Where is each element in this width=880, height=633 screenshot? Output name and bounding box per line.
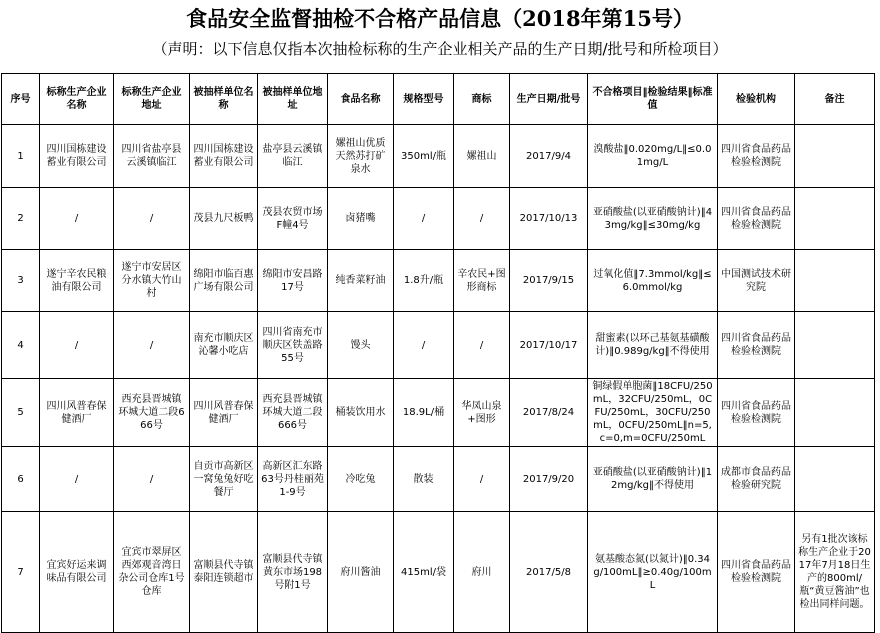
- table-cell: 氨基酸态氮(以氮计)‖0.34g/100mL‖≥0.40g/100mL: [588, 512, 718, 633]
- table-cell: 18.9L/桶: [394, 379, 454, 447]
- table-cell: 四川风普春保健酒厂: [40, 379, 114, 447]
- table-cell: 6: [2, 447, 40, 512]
- header-cell: 被抽样单位地址: [258, 74, 328, 125]
- table-cell: /: [394, 312, 454, 379]
- header-cell: 规格型号: [394, 74, 454, 125]
- table-cell: 盐亭县云溪镇临江: [258, 125, 328, 188]
- table-cell: /: [40, 188, 114, 250]
- table-cell: 3: [2, 250, 40, 312]
- table-cell: /: [394, 188, 454, 250]
- table-cell: 1.8升/瓶: [394, 250, 454, 312]
- table-cell: /: [114, 188, 190, 250]
- table-cell: 嫘祖山优质天然苏打矿泉水: [328, 125, 394, 188]
- table-cell: 成都市食品药品检验研究院: [718, 447, 795, 512]
- table-cell: 4: [2, 312, 40, 379]
- table-cell: 四川省食品药品检验检测院: [718, 188, 795, 250]
- table-cell: 茂县九尺板鸭: [190, 188, 258, 250]
- table-header-row: [2, 74, 875, 125]
- table-cell: 冷吃兔: [328, 447, 394, 512]
- table-row: [2, 512, 875, 633]
- header-cell: 被抽样单位名称: [190, 74, 258, 125]
- header-cell: 生产日期/批号: [510, 74, 588, 125]
- table-cell: 辛农民+图形商标: [454, 250, 510, 312]
- header-cell: 检验机构: [718, 74, 795, 125]
- table-cell: 亚硝酸盐(以亚硝酸钠计)‖12mg/kg‖不得使用: [588, 447, 718, 512]
- table-cell: 溴酸盐‖0.020mg/L‖≤0.01mg/L: [588, 125, 718, 188]
- page-subtitle: （声明：以下信息仅指本次抽检标称的生产企业相关产品的生产日期/批号和所检项目）: [152, 40, 728, 58]
- table-row: [2, 379, 875, 447]
- table-cell: 西充县晋城镇环城大道二段666号: [114, 379, 190, 447]
- table-cell: 中国测试技术研究院: [718, 250, 795, 312]
- header-cell: 标称生产企业地址: [114, 74, 190, 125]
- header-cell: 备注: [795, 74, 875, 125]
- table-cell: 四川省食品药品检验检测院: [718, 312, 795, 379]
- table-cell: 四川省盐亭县云溪镇临江: [114, 125, 190, 188]
- table-cell: 桶装饮用水: [328, 379, 394, 447]
- header-cell: 序号: [2, 74, 40, 125]
- table-cell: 府川酱油: [328, 512, 394, 633]
- table-cell: 另有1批次该标称生产企业于2017年7月18日生产的800ml/瓶“黄豆酱油”也检出同样问题。: [795, 512, 875, 633]
- table-cell: [795, 188, 875, 250]
- table-cell: 5: [2, 379, 40, 447]
- table-cell: 四川风普春保健酒厂: [190, 379, 258, 447]
- table-cell: 茂县农贸市场F幢4号: [258, 188, 328, 250]
- table-cell: 遂宁辛农民粮油有限公司: [40, 250, 114, 312]
- table-cell: 2: [2, 188, 40, 250]
- table-cell: 2017/10/17: [510, 312, 588, 379]
- table-row: [2, 312, 875, 379]
- table-cell: [795, 379, 875, 447]
- table-cell: 西充县晋城镇环城大道二段666号: [258, 379, 328, 447]
- table-cell: 7: [2, 512, 40, 633]
- header-cell: 食品名称: [328, 74, 394, 125]
- table-cell: 华凤山泉+图形: [454, 379, 510, 447]
- table-cell: 四川省食品药品检验检测院: [718, 379, 795, 447]
- table-cell: 过氧化值‖7.3mmol/kg‖≤6.0mmol/kg: [588, 250, 718, 312]
- table-cell: /: [40, 447, 114, 512]
- table-row: [2, 188, 875, 250]
- header-cell: 不合格项目‖检验结果‖标准值: [588, 74, 718, 125]
- table-cell: 甜蜜素(以环己基氨基磺酸计)‖0.989g/kg‖不得使用: [588, 312, 718, 379]
- table-cell: 府川: [454, 512, 510, 633]
- table-cell: 亚硝酸盐(以亚硝酸钠计)‖43mg/kg‖≤30mg/kg: [588, 188, 718, 250]
- table-cell: 自贡市高新区一窝兔兔好吃餐厅: [190, 447, 258, 512]
- table-cell: 2017/8/24: [510, 379, 588, 447]
- table-row: [2, 125, 875, 188]
- table-cell: 四川省食品药品检验检测院: [718, 125, 795, 188]
- table-cell: /: [114, 312, 190, 379]
- table-cell: 南充市顺庆区沁馨小吃店: [190, 312, 258, 379]
- table-cell: 宜宾好运来调味品有限公司: [40, 512, 114, 633]
- table-row: [2, 447, 875, 512]
- table-cell: /: [40, 312, 114, 379]
- table-cell: 铜绿假单胞菌‖18CFU/250mL，32CFU/250mL，0CFU/250mL，30CFU/250mL，0CFU/250mL‖n=5,c=0,m=0CFU/250mL: [588, 379, 718, 447]
- table-cell: 高新区汇东路63号丹桂丽苑1-9号: [258, 447, 328, 512]
- header-cell: 标称生产企业名称: [40, 74, 114, 125]
- table-cell: 富顺县代寺镇黄东市场198号附1号: [258, 512, 328, 633]
- table-cell: /: [454, 188, 510, 250]
- table-cell: 四川国栋建设蓄业有限公司: [190, 125, 258, 188]
- table-cell: /: [454, 312, 510, 379]
- table-cell: 2017/9/15: [510, 250, 588, 312]
- table-cell: [795, 447, 875, 512]
- table-cell: /: [114, 447, 190, 512]
- unqualified-products-table: [1, 73, 875, 633]
- table-cell: 遂宁市安居区分水镇大竹山村: [114, 250, 190, 312]
- table-cell: [795, 250, 875, 312]
- table-cell: 宜宾市翠屏区西郊观音湾日杂公司仓库1号仓库: [114, 512, 190, 633]
- table-cell: /: [454, 447, 510, 512]
- table-cell: 四川国栋建设蓄业有限公司: [40, 125, 114, 188]
- table-cell: 嫘祖山: [454, 125, 510, 188]
- table-cell: 卤猪嘴: [328, 188, 394, 250]
- table-cell: 350ml/瓶: [394, 125, 454, 188]
- header-cell: 商标: [454, 74, 510, 125]
- page-title: 食品安全监督抽检不合格产品信息（2018年第15号）: [186, 6, 694, 31]
- table-cell: 馒头: [328, 312, 394, 379]
- table-cell: 2017/5/8: [510, 512, 588, 633]
- table-cell: 415ml/袋: [394, 512, 454, 633]
- table-cell: 四川省南充市顺庆区铁盖路55号: [258, 312, 328, 379]
- table-cell: 2017/9/4: [510, 125, 588, 188]
- table-row: [2, 250, 875, 312]
- table-cell: 绵阳市临百惠广场有限公司: [190, 250, 258, 312]
- table-cell: 1: [2, 125, 40, 188]
- table-cell: 四川省食品药品检验检测院: [718, 512, 795, 633]
- table-cell: 散装: [394, 447, 454, 512]
- table-cell: [795, 312, 875, 379]
- table-cell: 2017/9/20: [510, 447, 588, 512]
- table-cell: 绵阳市安昌路17号: [258, 250, 328, 312]
- table-cell: 2017/10/13: [510, 188, 588, 250]
- table-cell: 富顺县代寺镇泰阳连锁超市: [190, 512, 258, 633]
- table-cell: 纯香菜籽油: [328, 250, 394, 312]
- table-cell: [795, 125, 875, 188]
